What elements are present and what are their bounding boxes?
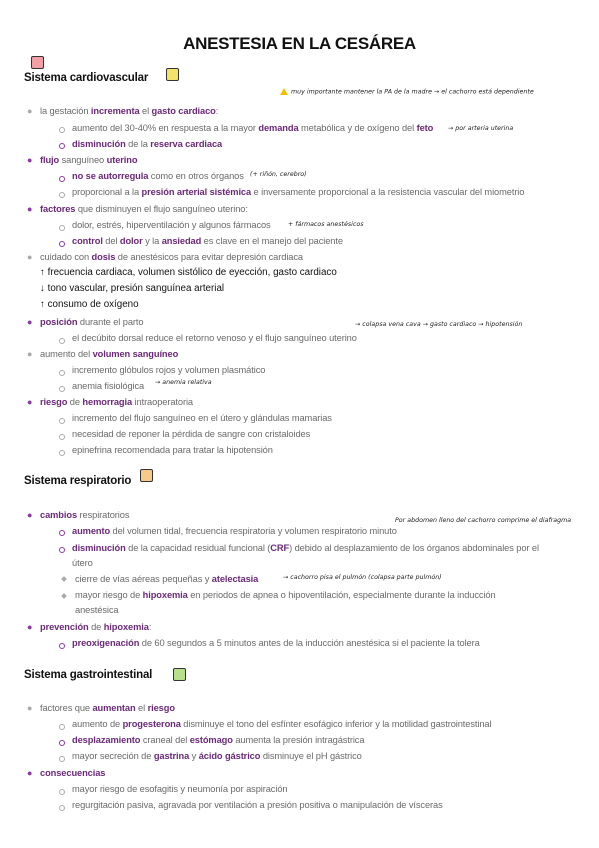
list-item: consecuencias bbox=[40, 768, 106, 778]
bullet bbox=[59, 127, 65, 133]
bullet bbox=[59, 643, 65, 649]
list-item: aumento del volumen tidal, frecuencia respiratoria y volumen respiratorio minuto bbox=[72, 526, 397, 536]
bullet bbox=[59, 192, 65, 198]
arrow-line: ↓ tono vascular, presión sanguínea arterial bbox=[40, 283, 225, 294]
bullet bbox=[61, 576, 67, 582]
bullet bbox=[59, 418, 65, 424]
bullet bbox=[59, 805, 65, 811]
list-item: control del dolor y la ansiedad es clave en el manejo del paciente bbox=[72, 236, 343, 246]
list-item: cambios respiratorios bbox=[40, 510, 130, 520]
arrow-line: ↑ frecuencia cardiaca, volumen sistólico de eyección, gasto cardiaco bbox=[40, 267, 337, 278]
list-item: prevención de hipoxemia: bbox=[40, 622, 152, 632]
handwritten-note: → anemia relativa bbox=[155, 379, 212, 386]
bullet bbox=[59, 530, 65, 536]
list-item: desplazamiento craneal del estómago aumenta la presión intragástrica bbox=[72, 735, 365, 745]
bullet bbox=[59, 789, 65, 795]
sticky-note-icon bbox=[166, 68, 179, 81]
list-item: factores que aumentan el riesgo bbox=[40, 703, 175, 713]
bullet bbox=[59, 724, 65, 730]
handwritten-note: → colapsa vena cava → gasto cardiaco → hipotensión bbox=[355, 321, 523, 328]
bullet bbox=[59, 225, 65, 231]
bullet: ● bbox=[27, 510, 33, 520]
bullet bbox=[59, 740, 65, 746]
list-item: epinefrina recomendada para tratar la hipotensión bbox=[72, 445, 273, 455]
sticky-note-icon bbox=[31, 56, 44, 69]
bullet bbox=[59, 143, 65, 149]
list-item: posición durante el parto bbox=[40, 317, 144, 327]
sticky-note-icon bbox=[173, 668, 186, 681]
list-item: flujo sanguíneo uterino bbox=[40, 155, 138, 165]
list-item: no se autorregula como en otros órganos bbox=[72, 171, 244, 181]
bullet bbox=[59, 338, 65, 344]
handwritten-note: (+ riñón, cerebro) bbox=[250, 171, 307, 178]
list-item: incremento del flujo sanguíneo en el útero y glándulas mamarias bbox=[72, 413, 332, 423]
handwritten-note: Por abdomen lleno del cachorro comprime el diafragma bbox=[395, 517, 572, 524]
list-item: preoxigenación de 60 segundos a 5 minutos antes de la inducción anestésica si el paciente la tolera bbox=[72, 638, 480, 648]
list-item: mayor riesgo de esofagitis y neumonía por aspiración bbox=[72, 784, 288, 794]
bullet bbox=[59, 434, 65, 440]
handwritten-note: → por arteria uterina bbox=[448, 125, 514, 132]
section-title-gastrointestinal: Sistema gastrointestinal bbox=[24, 669, 153, 681]
list-item-continuation: útero bbox=[72, 558, 93, 568]
bullet bbox=[59, 450, 65, 456]
bullet: ● bbox=[27, 703, 33, 713]
bullet: ● bbox=[27, 252, 33, 262]
warning-icon bbox=[280, 88, 288, 95]
list-item: cierre de vías aéreas pequeñas y atelectasia bbox=[75, 574, 259, 584]
bullet: ● bbox=[27, 204, 33, 214]
bullet: ● bbox=[27, 622, 33, 632]
list-item-continuation: anestésica bbox=[75, 605, 119, 615]
page-title: ANESTESIA EN LA CESÁREA bbox=[183, 34, 416, 53]
list-item: anemia fisiológica bbox=[72, 381, 145, 391]
handwritten-note: → cachorro pisa el pulmón (colapsa parte pulmón) bbox=[283, 574, 442, 581]
list-item: incremento glóbulos rojos y volumen plasmático bbox=[72, 365, 266, 375]
bullet: ● bbox=[27, 397, 33, 407]
list-item: la gestación incrementa el gasto cardiaco: bbox=[40, 106, 219, 116]
bullet bbox=[59, 756, 65, 762]
bullet: ● bbox=[27, 349, 33, 359]
bullet bbox=[59, 241, 65, 247]
list-item: aumento del 30-40% en respuesta a la mayor demanda metabólica y de oxígeno del feto bbox=[72, 123, 434, 133]
list-item: disminución de la reserva cardiaca bbox=[72, 139, 223, 149]
bullet: ● bbox=[27, 317, 33, 327]
section-title-cardiovascular: Sistema cardiovascular bbox=[24, 72, 149, 84]
list-item: aumento del volumen sanguíneo bbox=[40, 349, 179, 359]
section-title-respiratorio: Sistema respiratorio bbox=[24, 475, 132, 487]
bullet: ● bbox=[27, 768, 33, 778]
list-item: el decúbito dorsal reduce el retorno venoso y el flujo sanguíneo uterino bbox=[72, 333, 357, 343]
bullet bbox=[59, 370, 65, 376]
handwritten-note: muy importante mantener la PA de la madre → el cachorro está dependiente bbox=[280, 88, 534, 96]
list-item: regurgitación pasiva, agravada por ventilación a presión positiva o manipulación de vísceras bbox=[72, 800, 443, 810]
list-item: dolor, estrés, hiperventilación y algunos fármacos bbox=[72, 220, 271, 230]
list-item: factores que disminuyen el flujo sanguíneo uterino: bbox=[40, 204, 248, 214]
arrow-line: ↑ consumo de oxígeno bbox=[40, 299, 139, 310]
handwritten-note: + fármacos anestésicos bbox=[288, 221, 364, 228]
list-item: mayor secreción de gastrina y ácido gástrico disminuye el pH gástrico bbox=[72, 751, 362, 761]
list-item: disminución de la capacidad residual funcional (CRF) debido al desplazamiento de los órganos abdominales por el bbox=[72, 543, 539, 553]
sticky-note-icon bbox=[140, 469, 153, 482]
bullet bbox=[59, 176, 65, 182]
list-item: proporcional a la presión arterial sistémica e inversamente proporcional a la resistencia vascular del miometrio bbox=[72, 187, 525, 197]
bullet bbox=[59, 547, 65, 553]
bullet bbox=[59, 386, 65, 392]
list-item: riesgo de hemorragia intraoperatoria bbox=[40, 397, 193, 407]
bullet: ● bbox=[27, 155, 33, 165]
bullet: ● bbox=[27, 106, 33, 116]
list-item: necesidad de reponer la pérdida de sangre con cristaloides bbox=[72, 429, 311, 439]
list-item: mayor riesgo de hipoxemia en periodos de apnea o hipoventilación, especialmente durante la inducción bbox=[75, 590, 496, 600]
list-item: cuidado con dosis de anestésicos para evitar depresión cardiaca bbox=[40, 252, 303, 262]
bullet bbox=[61, 593, 67, 599]
list-item: aumento de progesterona disminuye el tono del esfínter esofágico inferior y la motilidad gastrointestinal bbox=[72, 719, 492, 729]
